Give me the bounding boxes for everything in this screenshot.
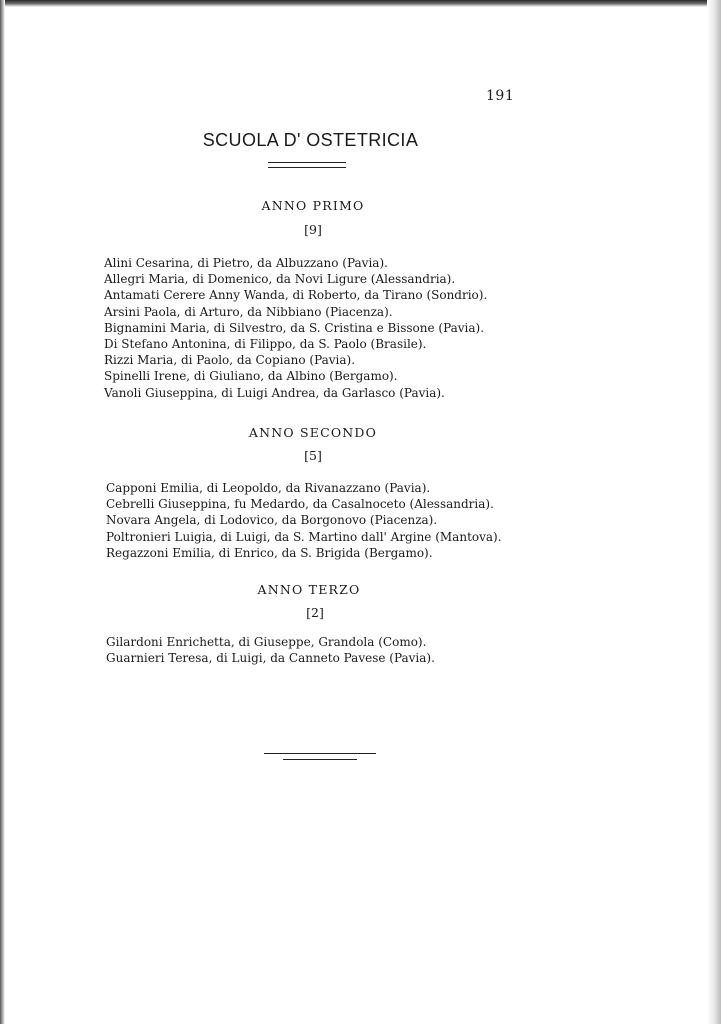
list-item: Arsini Paola, di Arturo, da Nibbiano (Piacenza). <box>104 304 393 319</box>
section-heading-anno-secondo: ANNO SECONDO <box>248 425 378 440</box>
list-item: Allegri Maria, di Domenico, da Novi Ligure (Alessandria). <box>104 272 456 287</box>
end-rule-lower <box>283 759 357 760</box>
list-item: Poltronieri Luigia, di Luigi, da S. Martino dall' Argine (Mantova). <box>106 529 502 544</box>
list-item: Rizzi Maria, di Paolo, da Copiano (Pavia). <box>104 353 356 368</box>
scan-left-edge <box>0 0 5 1024</box>
scan-top-edge <box>0 0 721 7</box>
section-heading-anno-primo: ANNO PRIMO <box>261 198 365 213</box>
section-heading-anno-terzo: ANNO TERZO <box>257 582 361 597</box>
section-count-anno-primo: [9] <box>304 222 322 237</box>
list-item: Spinelli Irene, di Giuliano, da Albino (Bergamo). <box>104 369 398 384</box>
list-item: Gilardoni Enrichetta, di Giuseppe, Grandola (Como). <box>106 635 427 649</box>
list-item: Alini Cesarina, di Pietro, da Albuzzano (Pavia). <box>104 256 388 270</box>
end-rule-upper <box>264 753 376 754</box>
section-count-anno-secondo: [5] <box>304 448 322 463</box>
student-list-anno-primo <box>104 255 487 401</box>
list-item: Cebrelli Giuseppina, fu Medardo, da Casalnoceto (Alessandria). <box>106 497 494 512</box>
scan-right-edge <box>707 0 721 1024</box>
list-item: Capponi Emilia, di Leopoldo, da Rivanazzano (Pavia). <box>106 481 431 495</box>
list-item: Antamati Cerere Anny Wanda, di Roberto, da Tirano (Sondrio). <box>104 288 488 303</box>
list-item: Di Stefano Antonina, di Filippo, da S. Paolo (Brasile). <box>104 337 427 352</box>
title-double-rule <box>268 162 346 168</box>
page-number: 191 <box>486 88 515 104</box>
list-item: Bignamini Maria, di Silvestro, da S. Cristina e Bissone (Pavia). <box>104 320 485 335</box>
page-title: SCUOLA D' OSTETRICIA <box>202 130 419 150</box>
list-item: Guarnieri Teresa, di Luigi, da Canneto Pavese (Pavia). <box>106 651 435 666</box>
student-list-anno-terzo <box>106 634 435 666</box>
list-item: Vanoli Giuseppina, di Luigi Andrea, da Garlasco (Pavia). <box>104 385 445 400</box>
section-count-anno-terzo: [2] <box>306 605 324 620</box>
list-item: Novara Angela, di Lodovico, da Borgonovo (Piacenza). <box>106 513 438 528</box>
student-list-anno-secondo <box>106 480 502 561</box>
list-item: Regazzoni Emilia, di Enrico, da S. Brigida (Bergamo). <box>106 545 433 560</box>
